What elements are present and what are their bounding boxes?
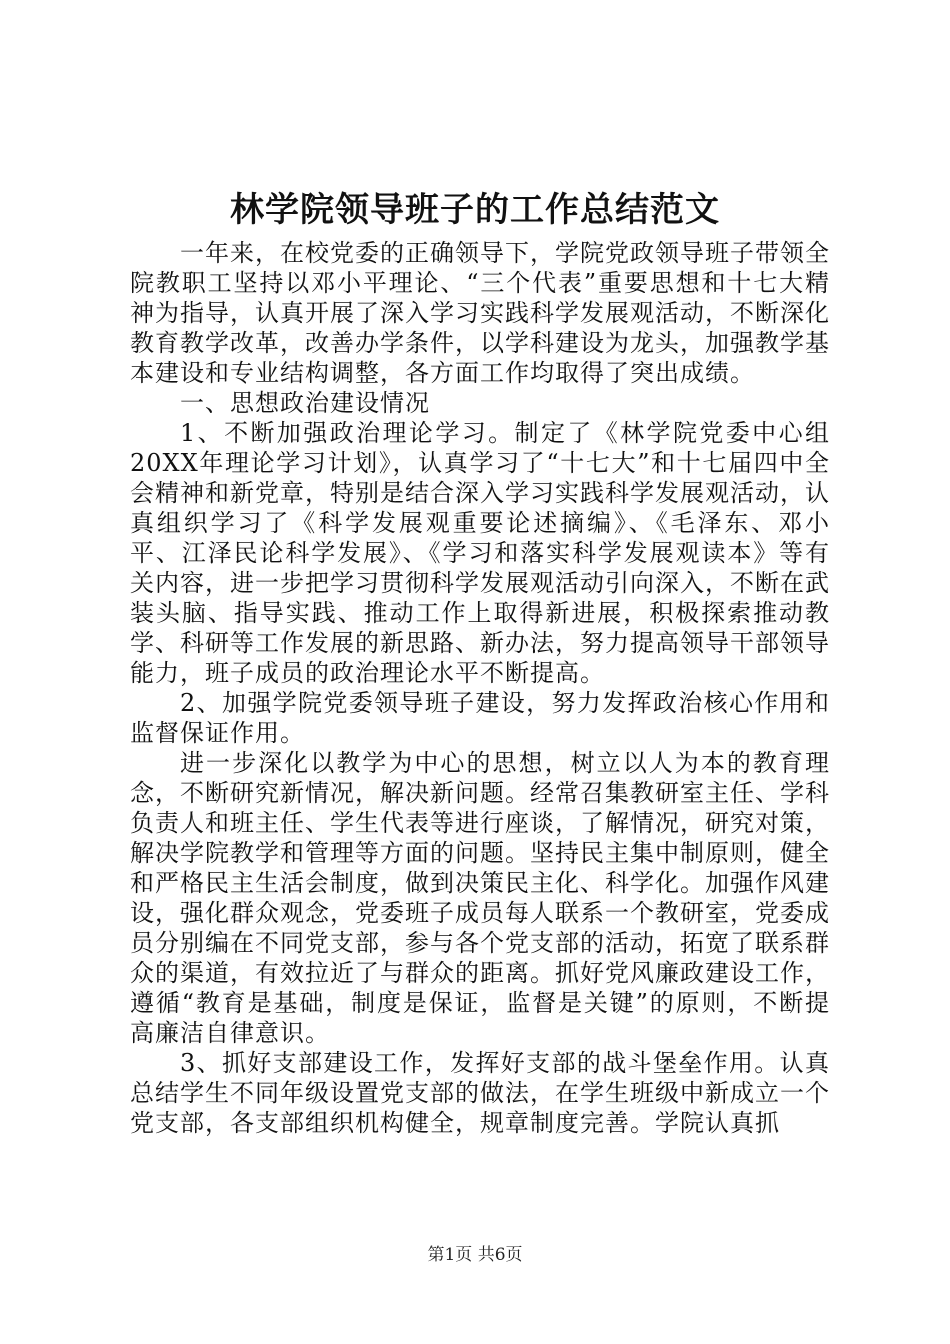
paragraph-item-3: 3、抓好支部建设工作，发挥好支部的战斗堡垒作用。认真总结学生不同年级设置党支部的做法，在学生班级中新成立一个党支部，各支部组织机构健全，规章制度完善。学院认真抓 [130,1049,830,1137]
document-title: 林学院领导班子的工作总结范文 [230,190,720,230]
paragraph-item-2-detail: 进一步深化以教学为中心的思想，树立以人为本的教育理念，不断研究新情况，解决新问题。经常召集教研室主任、学科负责人和班主任、学生代表等进行座谈，了解情况，研究对策，解决学院教学和管理等方面的问题。坚持民主集中制原则，健全和严格民主生活会制度，做到决策民主化、科学化。加强作风建设，强化群众观念，党委班子成员每人联系一个教研室，党委成员分别编在不同党支部，参与各个党支部的活动，拓宽了联系群众的渠道，有效拉近了与群众的距离。抓好党风廉政建设工作，遵循“教育是基础，制度是保证，监督是关键”的原则，不断提高廉洁自律意识。 [130,749,830,1047]
section-heading: 一、思想政治建设情况 [180,389,430,417]
document-body [130,238,830,1138]
page-footer: 第1页 共6页 [427,1245,523,1265]
paragraph-item-1: 1、不断加强政治理论学习。制定了《林学院党委中心组20XX年理论学习计划》，认真学习了“十七大”和十七届四中全会精神和新党章，特别是结合深入学习实践科学发展观活动，认真组织学习了《科学发展观重要论述摘编》、《毛泽东、邓小平、江泽民论科学发展》、《学习和落实科学发展观读本》等有关内容，进一步把学习贯彻科学发展观活动引向深入，不断在武装头脑、指导实践、推动工作上取得新进展，积极探索推动教学、科研等工作发展的新思路、新办法，努力提高领导干部领导能力，班子成员的政治理论水平不断提高。 [130,419,830,687]
paragraph-intro: 一年来，在校党委的正确领导下，学院党政领导班子带领全院教职工坚持以邓小平理论、“三个代表”重要思想和十七大精神为指导，认真开展了深入学习实践科学发展观活动，不断深化教育教学改革，改善办学条件，以学科建设为龙头，加强教学基本建设和专业结构调整，各方面工作均取得了突出成绩。 [130,239,830,387]
paragraph-item-2: 2、加强学院党委领导班子建设，努力发挥政治核心作用和监督保证作用。 [130,689,830,747]
